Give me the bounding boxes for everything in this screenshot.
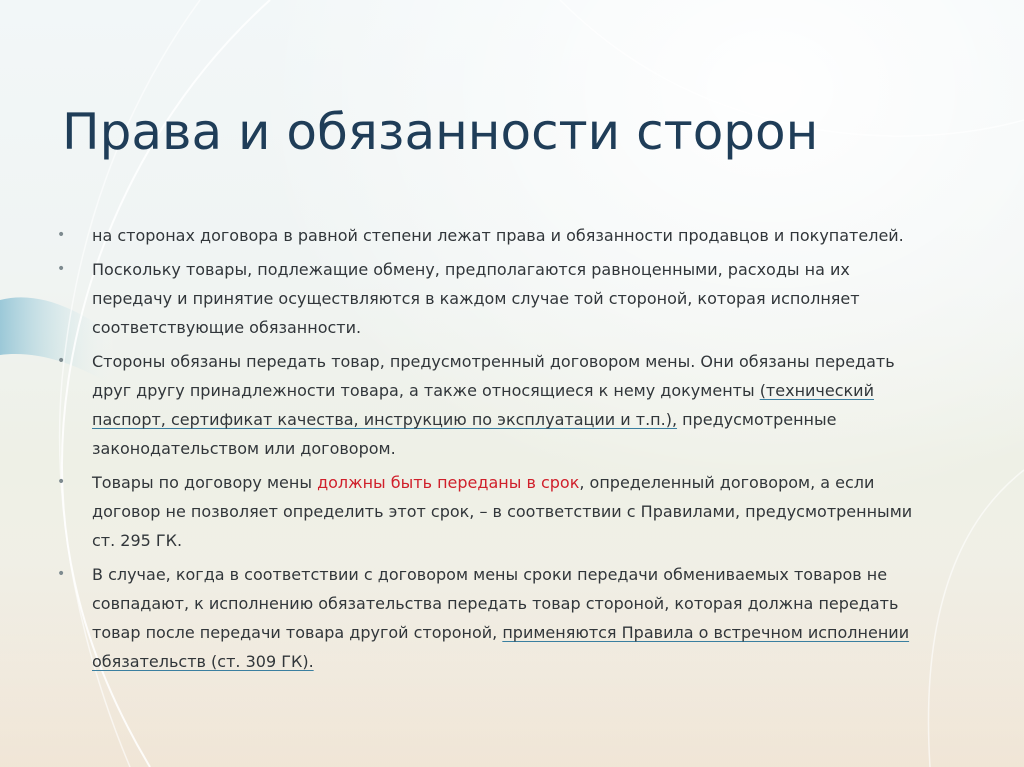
bullet-item (52, 347, 922, 463)
slide-title: Права и обязанности сторон (62, 103, 819, 161)
bullet-marker: • (57, 227, 66, 243)
bullet-text: на сторонах договора в равной степени лежат права и обязанности продавцов и покупателей. (92, 226, 904, 245)
bullet-text: Стороны обязаны передать товар, предусмотренный договором мены. Они обязаны передать друг другу принадлежности товара, а также относящиеся к нему документы (92, 352, 895, 400)
bullet-marker: • (57, 353, 66, 369)
bullet-text: В случае, когда в соответствии с договором мены сроки передачи обмениваемых товаров не совпадают, к исполнению обязательства передать товар стороной, которая должна передать товар после передачи товара другой стороной, (92, 565, 899, 642)
bullet-text: предусмотренные законодательством или договором. (92, 410, 837, 458)
bullet-item (52, 221, 922, 250)
bullet-item (52, 560, 922, 676)
bullet-text: Товары по договору мены (92, 473, 318, 492)
bullet-item (52, 468, 922, 555)
emphasis-text: должны быть переданы в срок (317, 473, 580, 492)
bullet-marker: • (57, 261, 66, 277)
bullet-text: Поскольку товары, подлежащие обмену, предполагаются равноценными, расходы на их передачу и принятие осуществляются в каждом случае той стороной, которая исполняет соответствующие обязанности. (92, 260, 860, 337)
documents-link[interactable]: (технический паспорт, сертификат качества, инструкцию по эксплуатации и т.п.), (92, 381, 874, 429)
bullet-list (52, 221, 922, 681)
bullet-item (52, 255, 922, 342)
bullet-text: , определенный договором, а если договор не позволяет определить этот срок, – в соответствии с Правилами, предусмотренными ст. 295 ГК. (92, 473, 913, 550)
bullet-marker: • (57, 566, 66, 582)
rules-link[interactable]: применяются Правила о встречном исполнении обязательств (ст. 309 ГК). (92, 623, 910, 671)
bullet-marker: • (57, 474, 66, 490)
